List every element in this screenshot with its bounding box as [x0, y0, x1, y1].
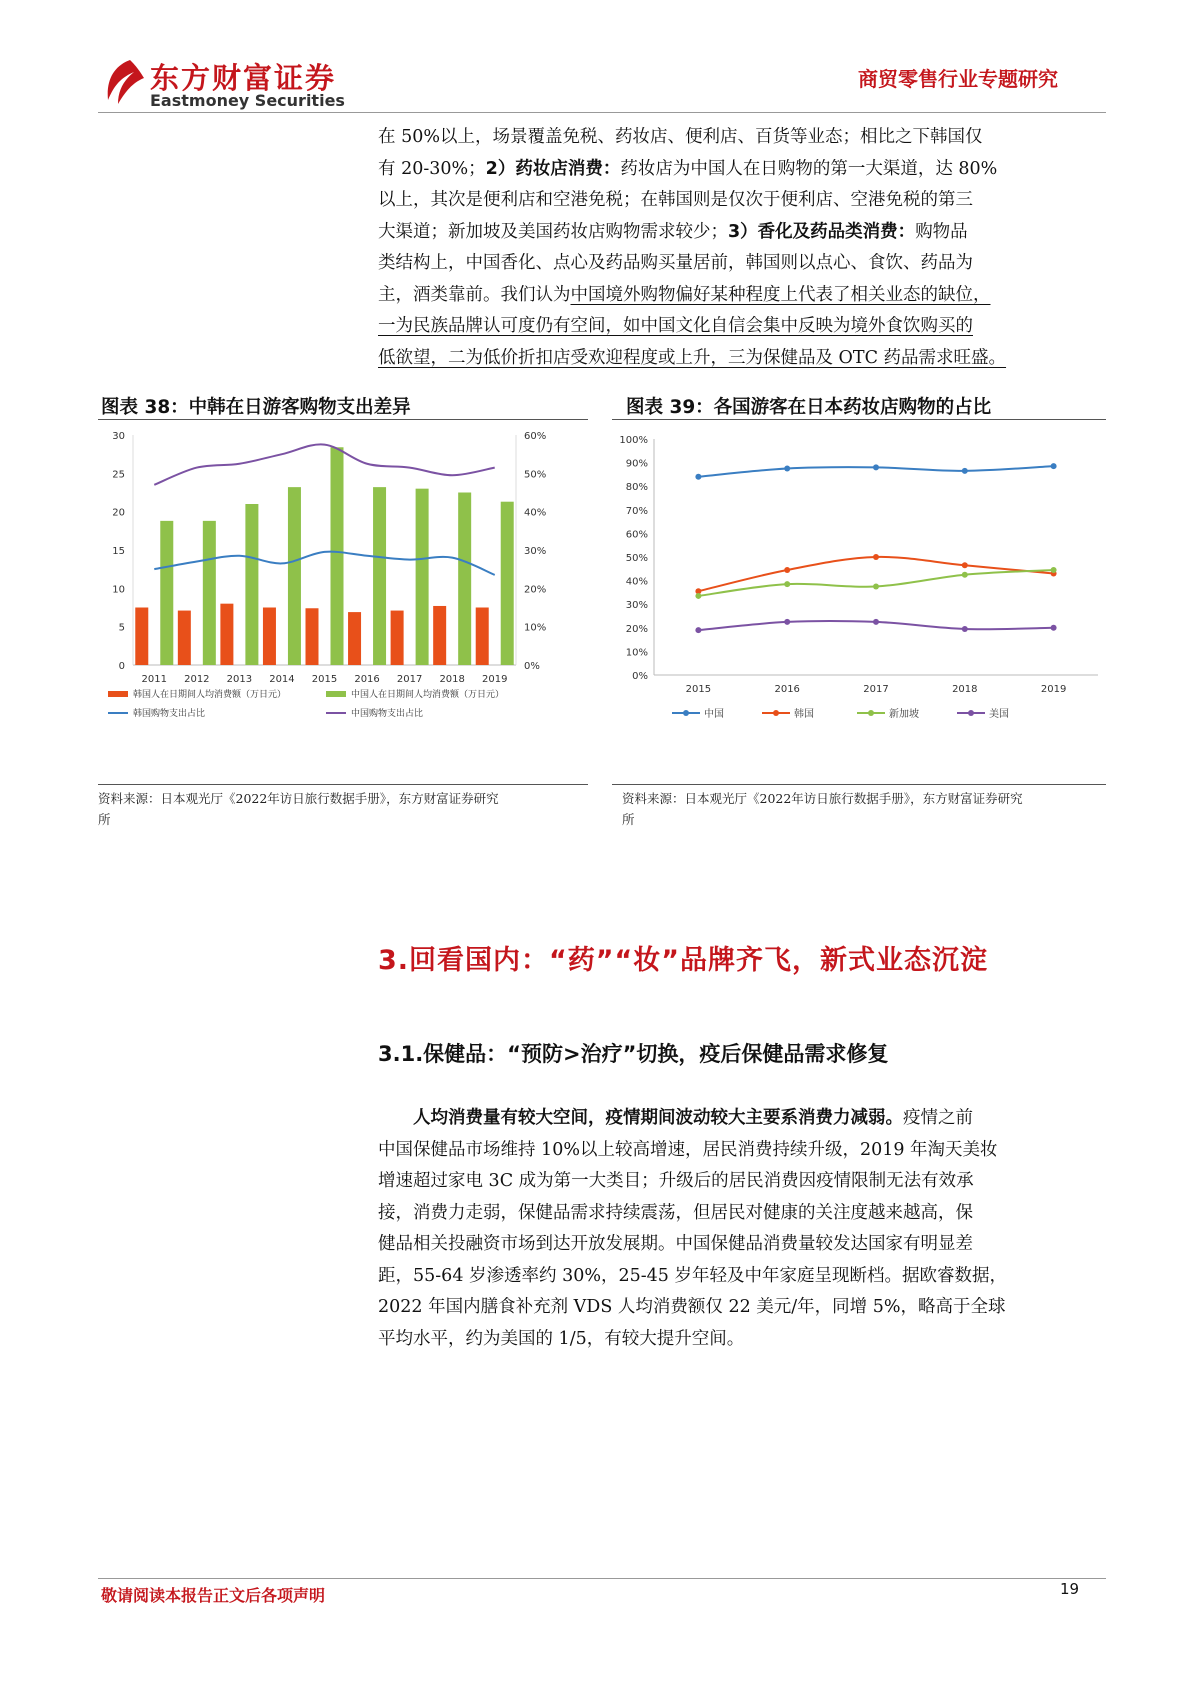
- data-point: [784, 466, 790, 472]
- x-tick-label: 2019: [1040, 684, 1067, 695]
- paragraph-line: 2022 年国内膳食补充剂 VDS 人均消费额仅 22 美元/年，同增 5%，略高于全球: [378, 1297, 1006, 1317]
- series-line: [698, 570, 1053, 596]
- bar: [288, 487, 301, 665]
- footer-divider: [98, 1578, 1106, 1579]
- y-tick-label: 0%: [632, 671, 648, 682]
- intro-paragraph: [378, 122, 1096, 374]
- y-tick-label: 90%: [625, 458, 648, 470]
- y-tick-label: 0: [118, 661, 125, 672]
- bar: [160, 521, 173, 665]
- data-point: [962, 468, 968, 474]
- x-tick-label: 2016: [774, 684, 800, 695]
- x-tick-label: 2018: [439, 674, 465, 685]
- intro-line: 有 20-30%；2）药妆店消费：药妆店为中国人在日购物的第一大渠道，达 80%: [378, 158, 998, 179]
- data-point: [873, 554, 879, 560]
- data-point: [873, 584, 879, 590]
- subsection-heading: 3.1.保健品：“预防>治疗”切换，疫后保健品需求修复: [378, 1042, 889, 1066]
- y-tick-label: 50%: [625, 553, 648, 564]
- bar: [348, 612, 361, 665]
- x-tick-label: 2011: [141, 674, 168, 685]
- legend-marker: [968, 710, 974, 716]
- bar: [203, 521, 216, 665]
- eastmoney-logo-icon: [100, 56, 146, 108]
- x-tick-label: 2019: [481, 674, 508, 685]
- logo-company-name: 东方财富证券: [150, 61, 337, 95]
- data-point: [1051, 567, 1057, 573]
- y-tick-label: 15: [112, 546, 125, 557]
- bar: [373, 487, 386, 665]
- y-tick-label: 60%: [625, 529, 648, 541]
- figure38-bottom-rule: [98, 784, 588, 785]
- legend-marker: [868, 710, 874, 716]
- x-tick-label: 2017: [863, 684, 889, 695]
- legend-swatch: [326, 691, 346, 697]
- legend-label: 中国购物支出占比: [351, 709, 424, 719]
- paragraph-line: 健品相关投融资市场到达开放发展期。中国保健品消费量较发达国家有明显差: [378, 1234, 973, 1254]
- figure38-chart: [98, 425, 588, 780]
- y-tick-label: 20: [112, 507, 125, 519]
- data-point: [873, 619, 879, 625]
- figure39-source: 资料来源：日本观光厅《2022年访日旅行数据手册》，东方财富证券研究 所: [622, 791, 1023, 827]
- figure38-title: 图表 38：中韩在日游客购物支出差异: [101, 397, 411, 418]
- legend-label: 韩国购物支出占比: [133, 709, 206, 719]
- bar: [416, 489, 429, 665]
- y2-tick-label: 60%: [524, 431, 547, 442]
- legend-marker: [683, 710, 689, 716]
- y2-tick-label: 40%: [524, 507, 547, 519]
- figure39-chart: [612, 425, 1106, 780]
- paragraph-line: 接，消费力走弱，保健品需求持续震荡，但居民对健康的关注度越来越高，保: [378, 1202, 973, 1223]
- legend-label: 中国人在日期间人均消费额（万日元）: [351, 690, 505, 700]
- intro-line: 以上，其次是便利店和空港免税；在韩国则是仅次于便利店、空港免税的第三: [378, 190, 973, 210]
- data-point: [962, 572, 968, 578]
- y2-tick-label: 10%: [524, 622, 547, 634]
- bar: [135, 608, 148, 666]
- paragraph-line: 平均水平，约为美国的 1/5，有较大提升空间。: [378, 1328, 745, 1349]
- bar: [391, 611, 404, 665]
- report-category: 商贸零售行业专题研究: [858, 67, 1058, 91]
- x-tick-label: 2014: [269, 674, 295, 685]
- figure39-title-rule: [612, 419, 1106, 420]
- data-point: [695, 474, 701, 480]
- header: [0, 0, 1190, 115]
- data-point: [784, 581, 790, 587]
- y2-tick-label: 20%: [524, 584, 547, 596]
- legend-label: 美国: [989, 709, 1009, 720]
- paragraph-line: 中国保健品市场维持 10%以上较高增速，居民消费持续升级，2019 年淘天美妆: [378, 1139, 998, 1160]
- bar: [178, 611, 191, 665]
- bar: [263, 608, 276, 666]
- y-tick-label: 100%: [619, 435, 648, 446]
- bold-phrase: 3）香化及药品类消费：: [728, 221, 916, 242]
- figure38-source: 资料来源：日本观光厅《2022年访日旅行数据手册》，东方财富证券研究 所: [98, 791, 499, 827]
- x-tick-label: 2018: [952, 684, 978, 695]
- y-tick-label: 20%: [625, 623, 648, 635]
- series-line: [154, 444, 494, 484]
- data-point: [695, 593, 701, 599]
- data-point: [962, 626, 968, 632]
- intro-line: 一为民族品牌认可度仍有空间，如中国文化自信会集中反映为境外食饮购买的: [378, 316, 973, 336]
- x-tick-label: 2015: [311, 674, 338, 685]
- intro-line: 类结构上，中国香化、点心及药品购买量居前，韩国则以点心、食饮、药品为: [378, 253, 973, 273]
- data-point: [962, 562, 968, 568]
- bar: [306, 608, 319, 665]
- x-tick-label: 2013: [226, 674, 253, 685]
- section-heading: 3.回看国内：“药”“妆”品牌齐飞，新式业态沉淀: [378, 945, 989, 976]
- y2-tick-label: 50%: [524, 469, 547, 481]
- logo-english-name: Eastmoney Securities: [150, 91, 345, 110]
- legend-marker: [773, 710, 779, 716]
- bar: [331, 447, 344, 665]
- data-point: [784, 619, 790, 625]
- intro-line: 大渠道；新加坡及美国药妆店购物需求较少；3）香化及药品类消费：购物品: [378, 221, 968, 242]
- data-point: [695, 627, 701, 633]
- y-tick-label: 80%: [625, 482, 648, 494]
- y-tick-label: 10: [112, 584, 125, 596]
- legend-label: 韩国: [794, 709, 814, 720]
- figure38-title-rule: [98, 419, 588, 420]
- legend-swatch: [108, 691, 128, 697]
- bar: [501, 502, 514, 665]
- y-tick-label: 30: [112, 431, 125, 442]
- figure39-title: 图表 39：各国游客在日本药妆店购物的占比: [626, 397, 992, 418]
- data-point: [1051, 625, 1057, 631]
- x-tick-label: 2016: [354, 674, 380, 685]
- data-point: [873, 464, 879, 470]
- intro-line: 主，酒类靠前。我们认为中国境外购物偏好某种程度上代表了相关业态的缺位，: [378, 284, 991, 305]
- paragraph-line: 人均消费量有较大空间，疫情期间波动较大主要系消费力减弱。疫情之前: [413, 1108, 973, 1128]
- bar: [476, 608, 489, 666]
- y2-tick-label: 30%: [524, 546, 547, 557]
- y2-tick-label: 0%: [524, 661, 540, 672]
- page-number: 19: [1060, 1580, 1080, 1598]
- bold-phrase: 人均消费量有较大空间，疫情期间波动较大主要系消费力减弱。: [413, 1108, 903, 1128]
- x-tick-label: 2017: [396, 674, 423, 685]
- paragraph-line: 增速超过家电 3C 成为第一大类目；升级后的居民消费因疫情限制无法有效承: [378, 1171, 974, 1191]
- bar: [433, 606, 446, 665]
- data-point: [784, 567, 790, 573]
- legend-label: 韩国人在日期间人均消费额（万日元）: [133, 690, 287, 700]
- y-tick-label: 70%: [625, 505, 648, 517]
- data-point: [1051, 463, 1057, 469]
- y-tick-label: 5: [118, 622, 125, 634]
- intro-line: 低欲望，二为低价折扣店受欢迎程度或上升，三为保健品及 OTC 药品需求旺盛。: [378, 347, 1007, 368]
- bold-phrase: 2）药妆店消费：: [485, 158, 621, 179]
- y-tick-label: 25: [112, 469, 125, 481]
- y-tick-label: 40%: [625, 576, 648, 588]
- legend-label: 中国: [704, 709, 724, 720]
- paragraph-line: 距，55-64 岁渗透率约 30%，25-45 岁年轻及中年家庭呈现断档。据欧睿数据，: [378, 1265, 1007, 1286]
- figure39-bottom-rule: [612, 784, 1106, 785]
- intro-line: 在 50%以上，场景覆盖免税、药妆店、便利店、百货等业态；相比之下韩国仅: [378, 127, 983, 147]
- legend-label: 新加坡: [889, 709, 919, 720]
- header-divider: [98, 112, 1106, 113]
- y-tick-label: 10%: [625, 647, 648, 659]
- bar: [220, 604, 233, 665]
- y-tick-label: 30%: [625, 600, 648, 612]
- footer-disclaimer: 敬请阅读本报告正文后各项声明: [101, 1586, 326, 1605]
- bar: [458, 493, 471, 666]
- section3-paragraph: [378, 1103, 1096, 1355]
- x-tick-label: 2012: [184, 674, 210, 685]
- x-tick-label: 2015: [685, 684, 712, 695]
- underlined-phrase: 中国境外购物偏好某种程度上代表了相关业态的缺位，: [570, 284, 991, 305]
- bar: [245, 504, 258, 665]
